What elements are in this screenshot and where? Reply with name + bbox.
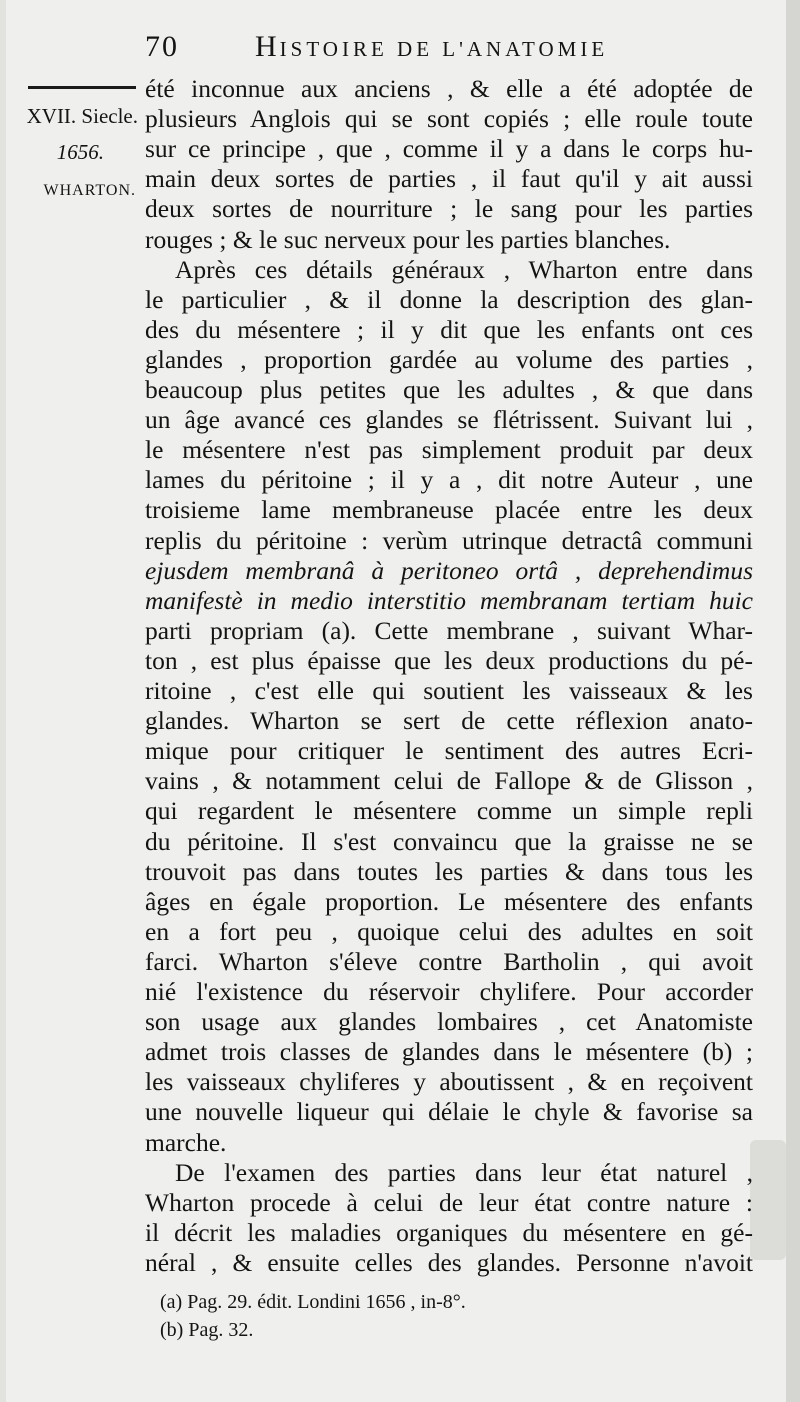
footnotes xyxy=(160,1288,720,1344)
text-line: Après ces détails généraux , Wharton entre dans xyxy=(175,255,753,284)
footnote-a: (a) Pag. 29. édit. Londini 1656 , in-8°. xyxy=(160,1291,466,1313)
text-line: néral , & ensuite celles des glandes. Personne n'avoit xyxy=(145,1248,753,1277)
running-title-rest: ISTOIRE DE L'ANATOMIE xyxy=(279,37,609,61)
text-line: De l'examen des parties dans leur état naturel , xyxy=(175,1158,753,1187)
text-line: du péritoine. Il s'est convaincu que la graisse ne se xyxy=(145,827,753,856)
text-line: il décrit les maladies organiques du mésentere en gé- xyxy=(145,1218,753,1247)
text-line: en a fort peu , quoique celui des adultes en soit xyxy=(145,917,753,946)
text-line: un âge avancé ces glandes se flétrissent. Suivant lui , xyxy=(145,405,753,434)
text-line: parti propriam (a). Cette membrane , suivant Whar- xyxy=(145,616,753,645)
page-right-edge xyxy=(786,0,800,1402)
text-line: nié l'existence du réservoir chylifere. Pour accorder xyxy=(145,977,753,1006)
footnote-b: (b) Pag. 32. xyxy=(160,1319,254,1341)
text-line: ritoine , c'est elle qui soutient les vaisseaux & les xyxy=(145,676,753,705)
text-line: rouges ; & le suc nerveux pour les parties blanches. xyxy=(145,225,671,254)
text-line: ton , est plus épaisse que les deux productions du pé- xyxy=(145,646,753,675)
text-line: marche. xyxy=(145,1128,227,1157)
page-stain xyxy=(750,1140,786,1260)
text-line: admet trois classes de glandes dans le mésentere (b) ; xyxy=(145,1037,753,1066)
text-line: vains , & notamment celui de Fallope & de Glisson , xyxy=(145,766,753,795)
text-line: sur ce principe , que , comme il y a dans le corps hu- xyxy=(145,134,753,163)
running-title xyxy=(255,30,608,64)
margin-author: WHARTON. xyxy=(43,182,136,199)
text-line: troisieme lame membraneuse placée entre les deux xyxy=(145,495,753,524)
text-line: qui regardent le mésentere comme un simple repli xyxy=(145,796,753,825)
margin-year: 1656. xyxy=(56,140,104,164)
text-line: lames du péritoine ; il y a , dit notre Auteur , une xyxy=(145,465,753,494)
page-left-edge xyxy=(0,0,6,1402)
text-line: mique pour critiquer le sentiment des autres Ecri- xyxy=(145,736,753,765)
text-line: glandes , proportion gardée au volume des parties , xyxy=(145,345,753,374)
text-line: main deux sortes de parties , il faut qu'il y ait aussi xyxy=(145,164,753,193)
text-line: replis du péritoine : verùm utrinque detractâ communi xyxy=(145,526,753,555)
margin-century: XVII. Siecle. xyxy=(26,104,138,128)
text-line: le mésentere n'est pas simplement produit par deux xyxy=(145,435,753,464)
text-line: farci. Wharton s'éleve contre Bartholin , qui avoit xyxy=(145,947,753,976)
text-line: Wharton procede à celui de leur état contre nature : xyxy=(145,1188,753,1217)
running-title-initial: H xyxy=(255,30,280,63)
text-line: les vaisseaux chyliferes y aboutissent , & en reçoivent xyxy=(145,1067,753,1096)
text-line: son usage aux glandes lombaires , cet Anatomiste xyxy=(145,1007,753,1036)
text-line: plusieurs Anglois qui se sont copiés ; elle roule toute xyxy=(145,104,753,133)
page-number: 70 xyxy=(145,30,179,63)
text-line: une nouvelle liqueur qui délaie le chyle & favorise sa xyxy=(145,1097,753,1126)
text-line: glandes. Wharton se sert de cette réflexion anato- xyxy=(145,706,753,735)
text-line: beaucoup plus petites que les adultes , & que dans xyxy=(145,375,753,404)
margin-rule xyxy=(28,86,136,89)
text-line: trouvoit pas dans toutes les parties & dans tous les xyxy=(145,857,753,886)
text-line: été inconnue aux anciens , & elle a été adoptée de xyxy=(145,74,753,103)
text-line: manifestè in medio interstitio membranam tertiam huic xyxy=(145,586,753,615)
running-header xyxy=(145,30,765,64)
text-line: âges en égale proportion. Le mésentere des enfants xyxy=(145,887,753,916)
text-line: ejusdem membranâ à peritoneo ortâ , deprehendimus xyxy=(145,556,753,585)
text-line: deux sortes de nourriture ; le sang pour les parties xyxy=(145,194,753,223)
text-line: des du mésentere ; il y dit que les enfants ont ces xyxy=(145,315,753,344)
text-line: le particulier , & il donne la description des glan- xyxy=(145,285,753,314)
